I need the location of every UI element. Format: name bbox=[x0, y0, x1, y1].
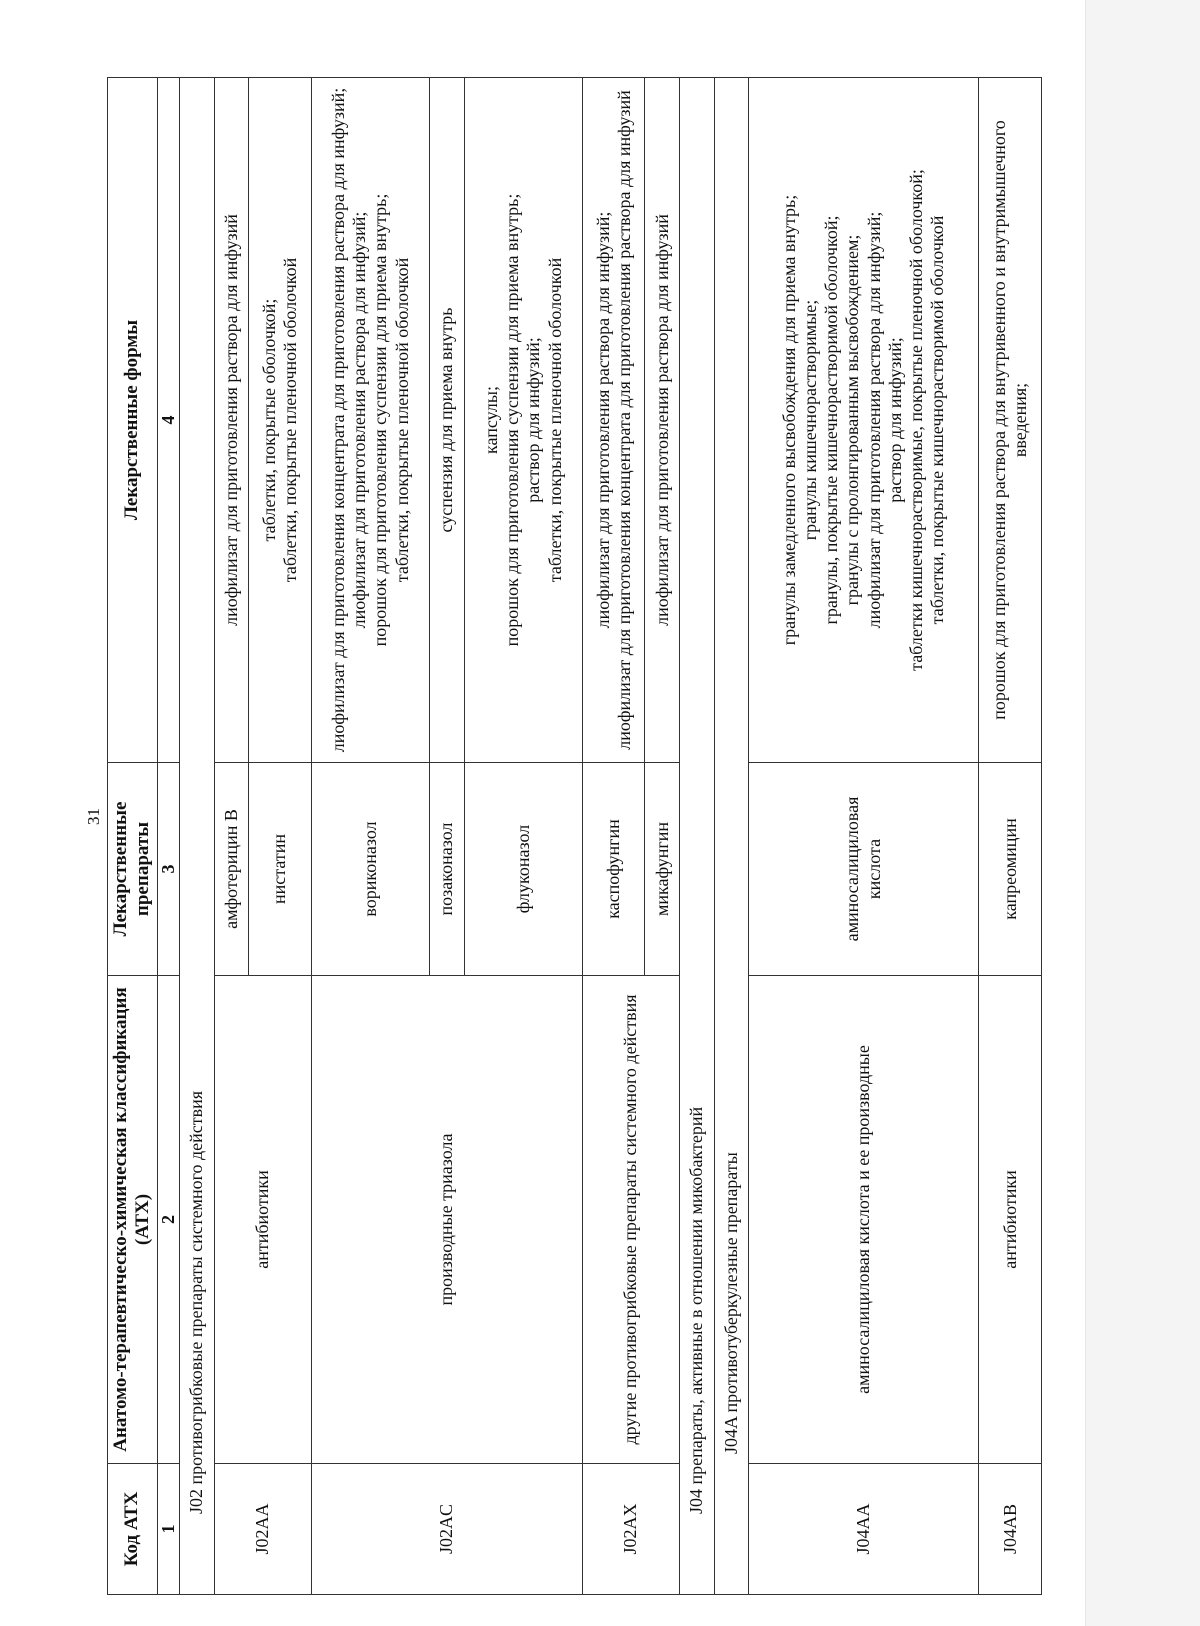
form-line: таблетки, покрытые кишечнорастворимой оболочкой bbox=[927, 215, 948, 625]
header-drugs: Лекарственные препараты bbox=[108, 763, 158, 976]
header-code: Код АТХ bbox=[108, 1464, 158, 1595]
drug-table bbox=[107, 77, 1042, 1595]
form-line: лиофилизат для приготовления концентрата для приготовления раствора для инфузий; bbox=[327, 87, 348, 753]
form-line: раствор для инфузий; bbox=[884, 337, 905, 503]
column-number: 3 bbox=[157, 763, 179, 976]
section-title: J02 противогрибковые препараты системного действия bbox=[180, 78, 215, 1595]
drug-forms bbox=[430, 78, 465, 763]
form-line: лиофилизат для приготовления раствора для инфузий bbox=[220, 214, 241, 626]
drug-name: аминосалициловая кислота bbox=[749, 763, 979, 976]
atc-code: J02AX bbox=[582, 1464, 679, 1595]
form-line: таблетки, покрытые пленочной оболочкой bbox=[391, 257, 412, 583]
drug-forms bbox=[249, 78, 312, 763]
drug-name: флуконазол bbox=[464, 763, 582, 976]
atc-code: J04AB bbox=[979, 1464, 1042, 1595]
table-row bbox=[979, 78, 1042, 1595]
form-line: лиофилизат для приготовления раствора для инфузий; bbox=[592, 211, 613, 629]
form-line: порошок для приготовления суспензии для приема внутрь; bbox=[370, 193, 391, 647]
form-line: лиофилизат для приготовления раствора для инфузий; bbox=[863, 211, 884, 629]
form-line: таблетки, покрытые пленочной оболочкой bbox=[544, 257, 565, 583]
page-margin-band bbox=[1085, 0, 1200, 1626]
table-row bbox=[214, 78, 249, 1595]
drug-name: амфотерицин B bbox=[214, 763, 249, 976]
header-row bbox=[108, 78, 158, 1595]
form-line: гранулы кишечнорастворимые; bbox=[800, 299, 821, 541]
section-row-j02 bbox=[180, 78, 215, 1595]
drug-name: капреомицин bbox=[979, 763, 1042, 976]
section-row-j04 bbox=[680, 78, 715, 1595]
atc-code: J02AC bbox=[311, 1464, 582, 1595]
drug-name: микафунгин bbox=[645, 763, 680, 976]
drug-forms bbox=[749, 78, 979, 763]
form-line: лиофилизат для приготовления раствора для инфузий; bbox=[349, 211, 370, 629]
atc-class: антибиотики bbox=[214, 976, 311, 1464]
header-forms: Лекарственные формы bbox=[108, 78, 158, 763]
form-line: лиофилизат для приготовления раствора для инфузий bbox=[651, 214, 672, 626]
drug-forms bbox=[979, 78, 1042, 763]
form-line: раствор для инфузий; bbox=[523, 337, 544, 503]
table-row bbox=[311, 78, 429, 1595]
section-row-j04a bbox=[714, 78, 749, 1595]
drug-forms bbox=[464, 78, 582, 763]
form-line: суспензия для приема внутрь bbox=[436, 307, 457, 533]
section-title: J04 препараты, активные в отношении микобактерий bbox=[680, 78, 715, 1595]
form-line: лиофилизат для приготовления концентрата для приготовления раствора для инфузий bbox=[613, 90, 634, 750]
atc-class: аминосалициловая кислота и ее производные bbox=[749, 976, 979, 1464]
atc-code: J02AA bbox=[214, 1464, 311, 1595]
form-line: таблетки, покрытые пленочной оболочкой bbox=[279, 257, 300, 583]
drug-forms bbox=[582, 78, 645, 763]
form-line: порошок для приготовления суспензии для приема внутрь; bbox=[502, 193, 523, 647]
form-line: гранулы замедленного высвобождения для приема внутрь; bbox=[778, 194, 799, 646]
table-row bbox=[582, 78, 645, 1595]
table-row bbox=[749, 78, 979, 1595]
header-classification: Анатомо-терапевтическо-химическая классификация (АТХ) bbox=[108, 976, 158, 1464]
section-title: J04A противотуберкулезные препараты bbox=[714, 78, 749, 1595]
column-number: 4 bbox=[157, 78, 179, 763]
drug-name: вориконазол bbox=[311, 763, 429, 976]
drug-name: нистатин bbox=[249, 763, 312, 976]
rotated-table-wrapper bbox=[107, 77, 1042, 1595]
atc-code: J04AA bbox=[749, 1464, 979, 1595]
form-line: гранулы с пролонгированным высвобождением; bbox=[842, 234, 863, 606]
column-number-row bbox=[157, 78, 179, 1595]
drug-name: каспофунгин bbox=[582, 763, 645, 976]
column-number: 2 bbox=[157, 976, 179, 1464]
form-line: капсулы; bbox=[480, 386, 501, 454]
atc-class: производные триазола bbox=[311, 976, 582, 1464]
column-number: 1 bbox=[157, 1464, 179, 1595]
form-line: таблетки кишечнорастворимые, покрытые пленочной оболочкой; bbox=[906, 169, 927, 671]
form-line: гранулы, покрытые кишечнорастворимой оболочкой; bbox=[821, 215, 842, 625]
form-line: порошок для приготовления раствора для внутривенного и внутримышечного введения; bbox=[988, 120, 1031, 720]
page-number: 31 bbox=[84, 808, 103, 825]
form-line: таблетки, покрытые оболочкой; bbox=[258, 298, 279, 542]
drug-forms bbox=[645, 78, 680, 763]
drug-forms bbox=[311, 78, 429, 763]
drug-name: позаконазол bbox=[430, 763, 465, 976]
drug-forms bbox=[214, 78, 249, 763]
atc-class: другие противогрибковые препараты системного действия bbox=[582, 976, 679, 1464]
atc-class: антибиотики bbox=[979, 976, 1042, 1464]
